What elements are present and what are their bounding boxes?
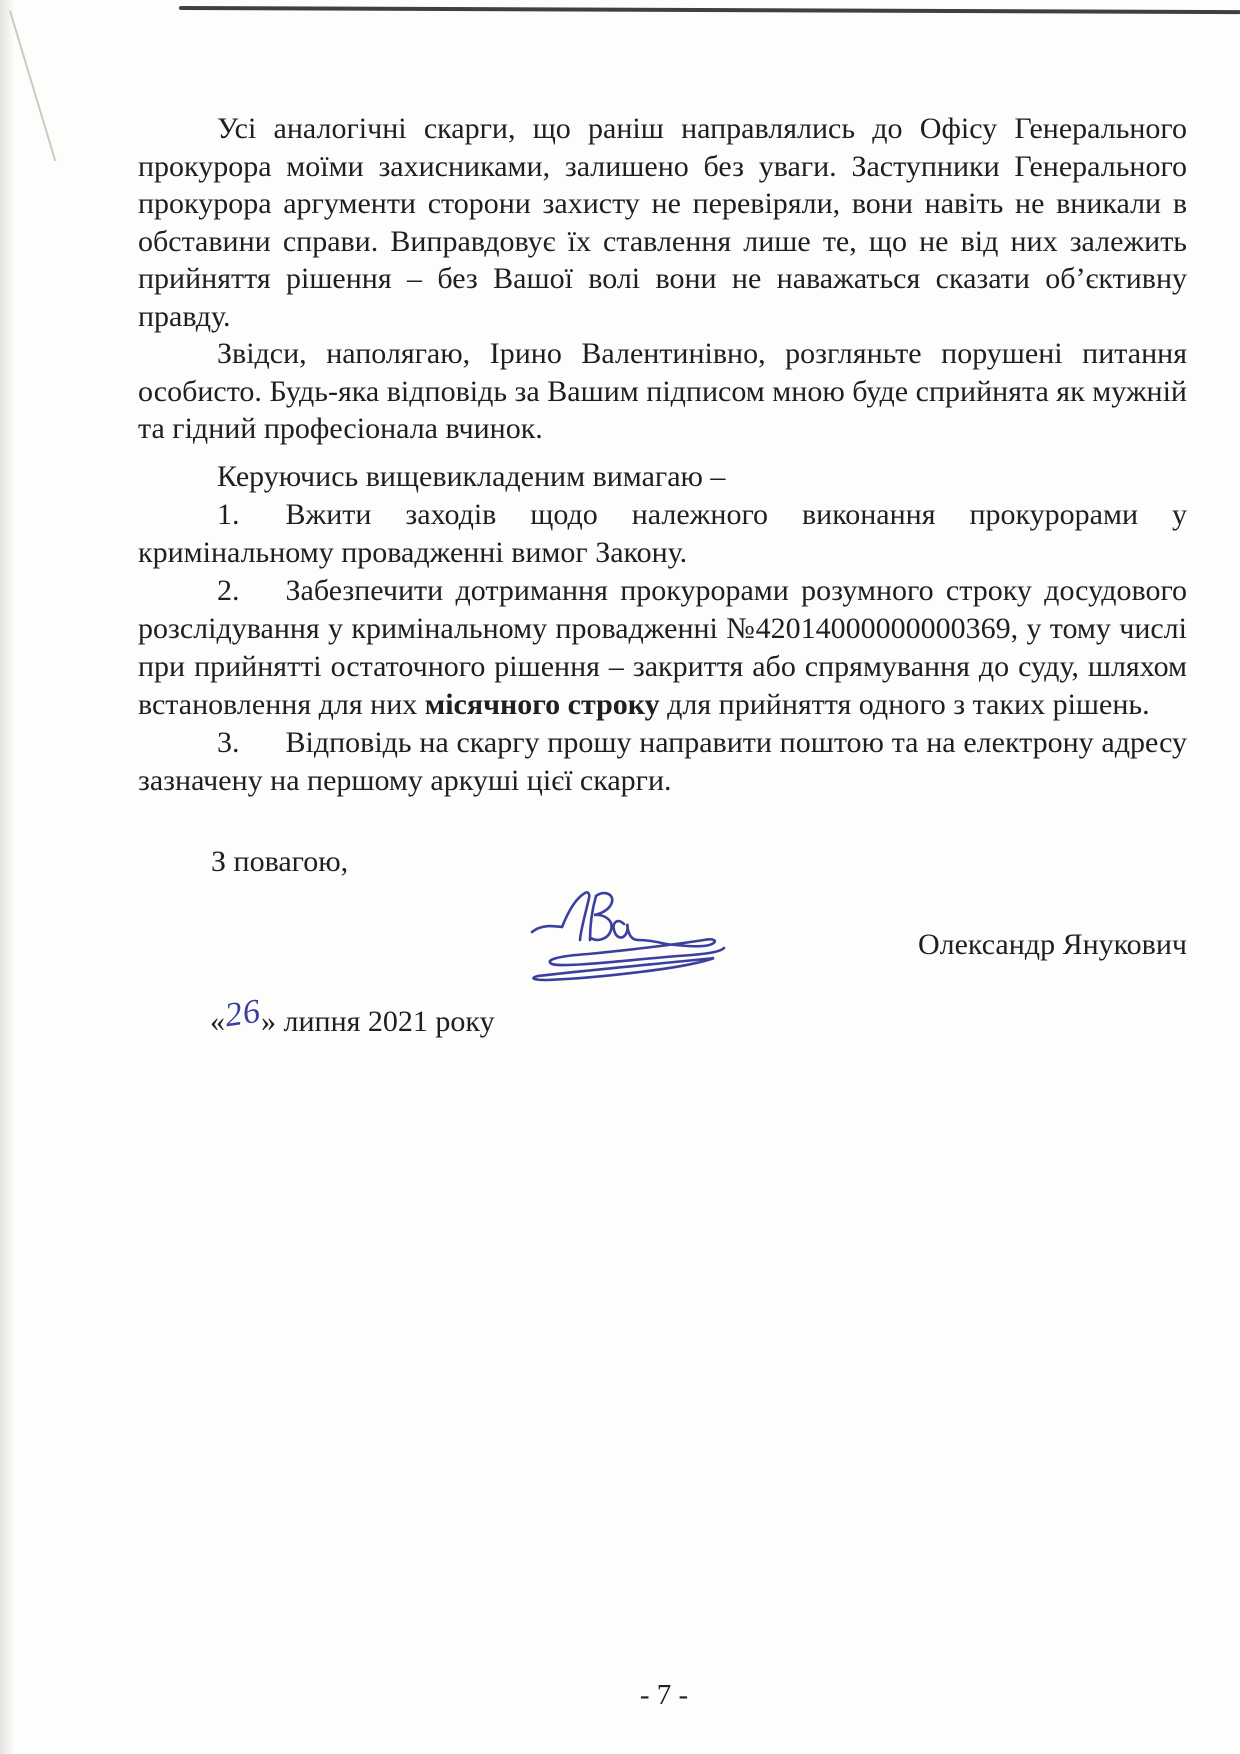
demand-1-text: Вжити заходів щодо належного виконання прокурорами у кримінальному провадженні вимог Закону.: [138, 498, 1187, 569]
scan-artifact-top-line: [179, 6, 1240, 14]
date-rest: » липня 2021 року: [261, 1005, 495, 1038]
signature-stroke-loop: [614, 921, 666, 944]
paragraph-complaints-ignored: Усі аналогічні скарги, що раніш направлялись до Офісу Генерального прокурора моїми захисниками, залишено без уваги. Заступники Генерального прокурора аргументи сторони захисту не перевіряли, вони навіть не вникали в обставини справи. Виправдовує їх ставлення лише те, що не від них залежить прийняття рішення – без Вашої волі вони не наважаться сказати об’єктивну правду.: [138, 112, 1187, 333]
demand-2-text: Забезпечити дотримання прокурорами розумного строку досудового розслідування у кримінальному провадженні №42014000000000369, у тому числі при прийнятті остаточного рішення – закриття або спрямування до суду, шляхом встановлення для них: [138, 574, 1187, 721]
demand-item-3: [138, 724, 1187, 800]
date-open-quote: «: [210, 1005, 225, 1038]
demand-1-number: 1.: [217, 498, 240, 531]
page-number: - 7 -: [639, 1679, 689, 1711]
signature-image: [508, 888, 738, 988]
demand-3-text: Відповідь на скаргу прошу направити поштою та на електрону адресу зазначену на першому аркуші цієї скарги.: [138, 726, 1187, 797]
handwritten-day: 26: [222, 992, 264, 1035]
scan-artifact-crease: [9, 10, 56, 161]
date-line: [210, 992, 495, 1041]
signature-stroke-b: [590, 893, 612, 940]
demand-item-2: [138, 572, 1187, 724]
demand-item-1: [138, 496, 1187, 572]
closing-salutation: З повагою,: [211, 845, 349, 878]
demand-2-tail: для прийняття одного з таких рішень.: [659, 688, 1150, 721]
demand-2-bold: місячного строку: [424, 688, 660, 721]
demands-intro: Керуючись вищевикладеним вимагаю –: [217, 460, 726, 493]
letter-body: [138, 110, 1187, 448]
paragraph-personal-appeal: Звідси, наполягаю, Ірино Валентинівно, розгляньте порушені питання особисто. Будь-яка відповідь за Вашим підписом мною буде сприйнята як мужній та гідний професіонала вчинок.: [138, 337, 1187, 445]
demands-section: [138, 458, 1187, 800]
signature-stroke-a: [532, 892, 589, 940]
signer-name: Олександр Янукович: [917, 928, 1187, 961]
signature-stroke-swoosh: [550, 939, 724, 965]
demand-2-number: 2.: [217, 574, 240, 607]
demand-3-number: 3.: [217, 726, 240, 759]
